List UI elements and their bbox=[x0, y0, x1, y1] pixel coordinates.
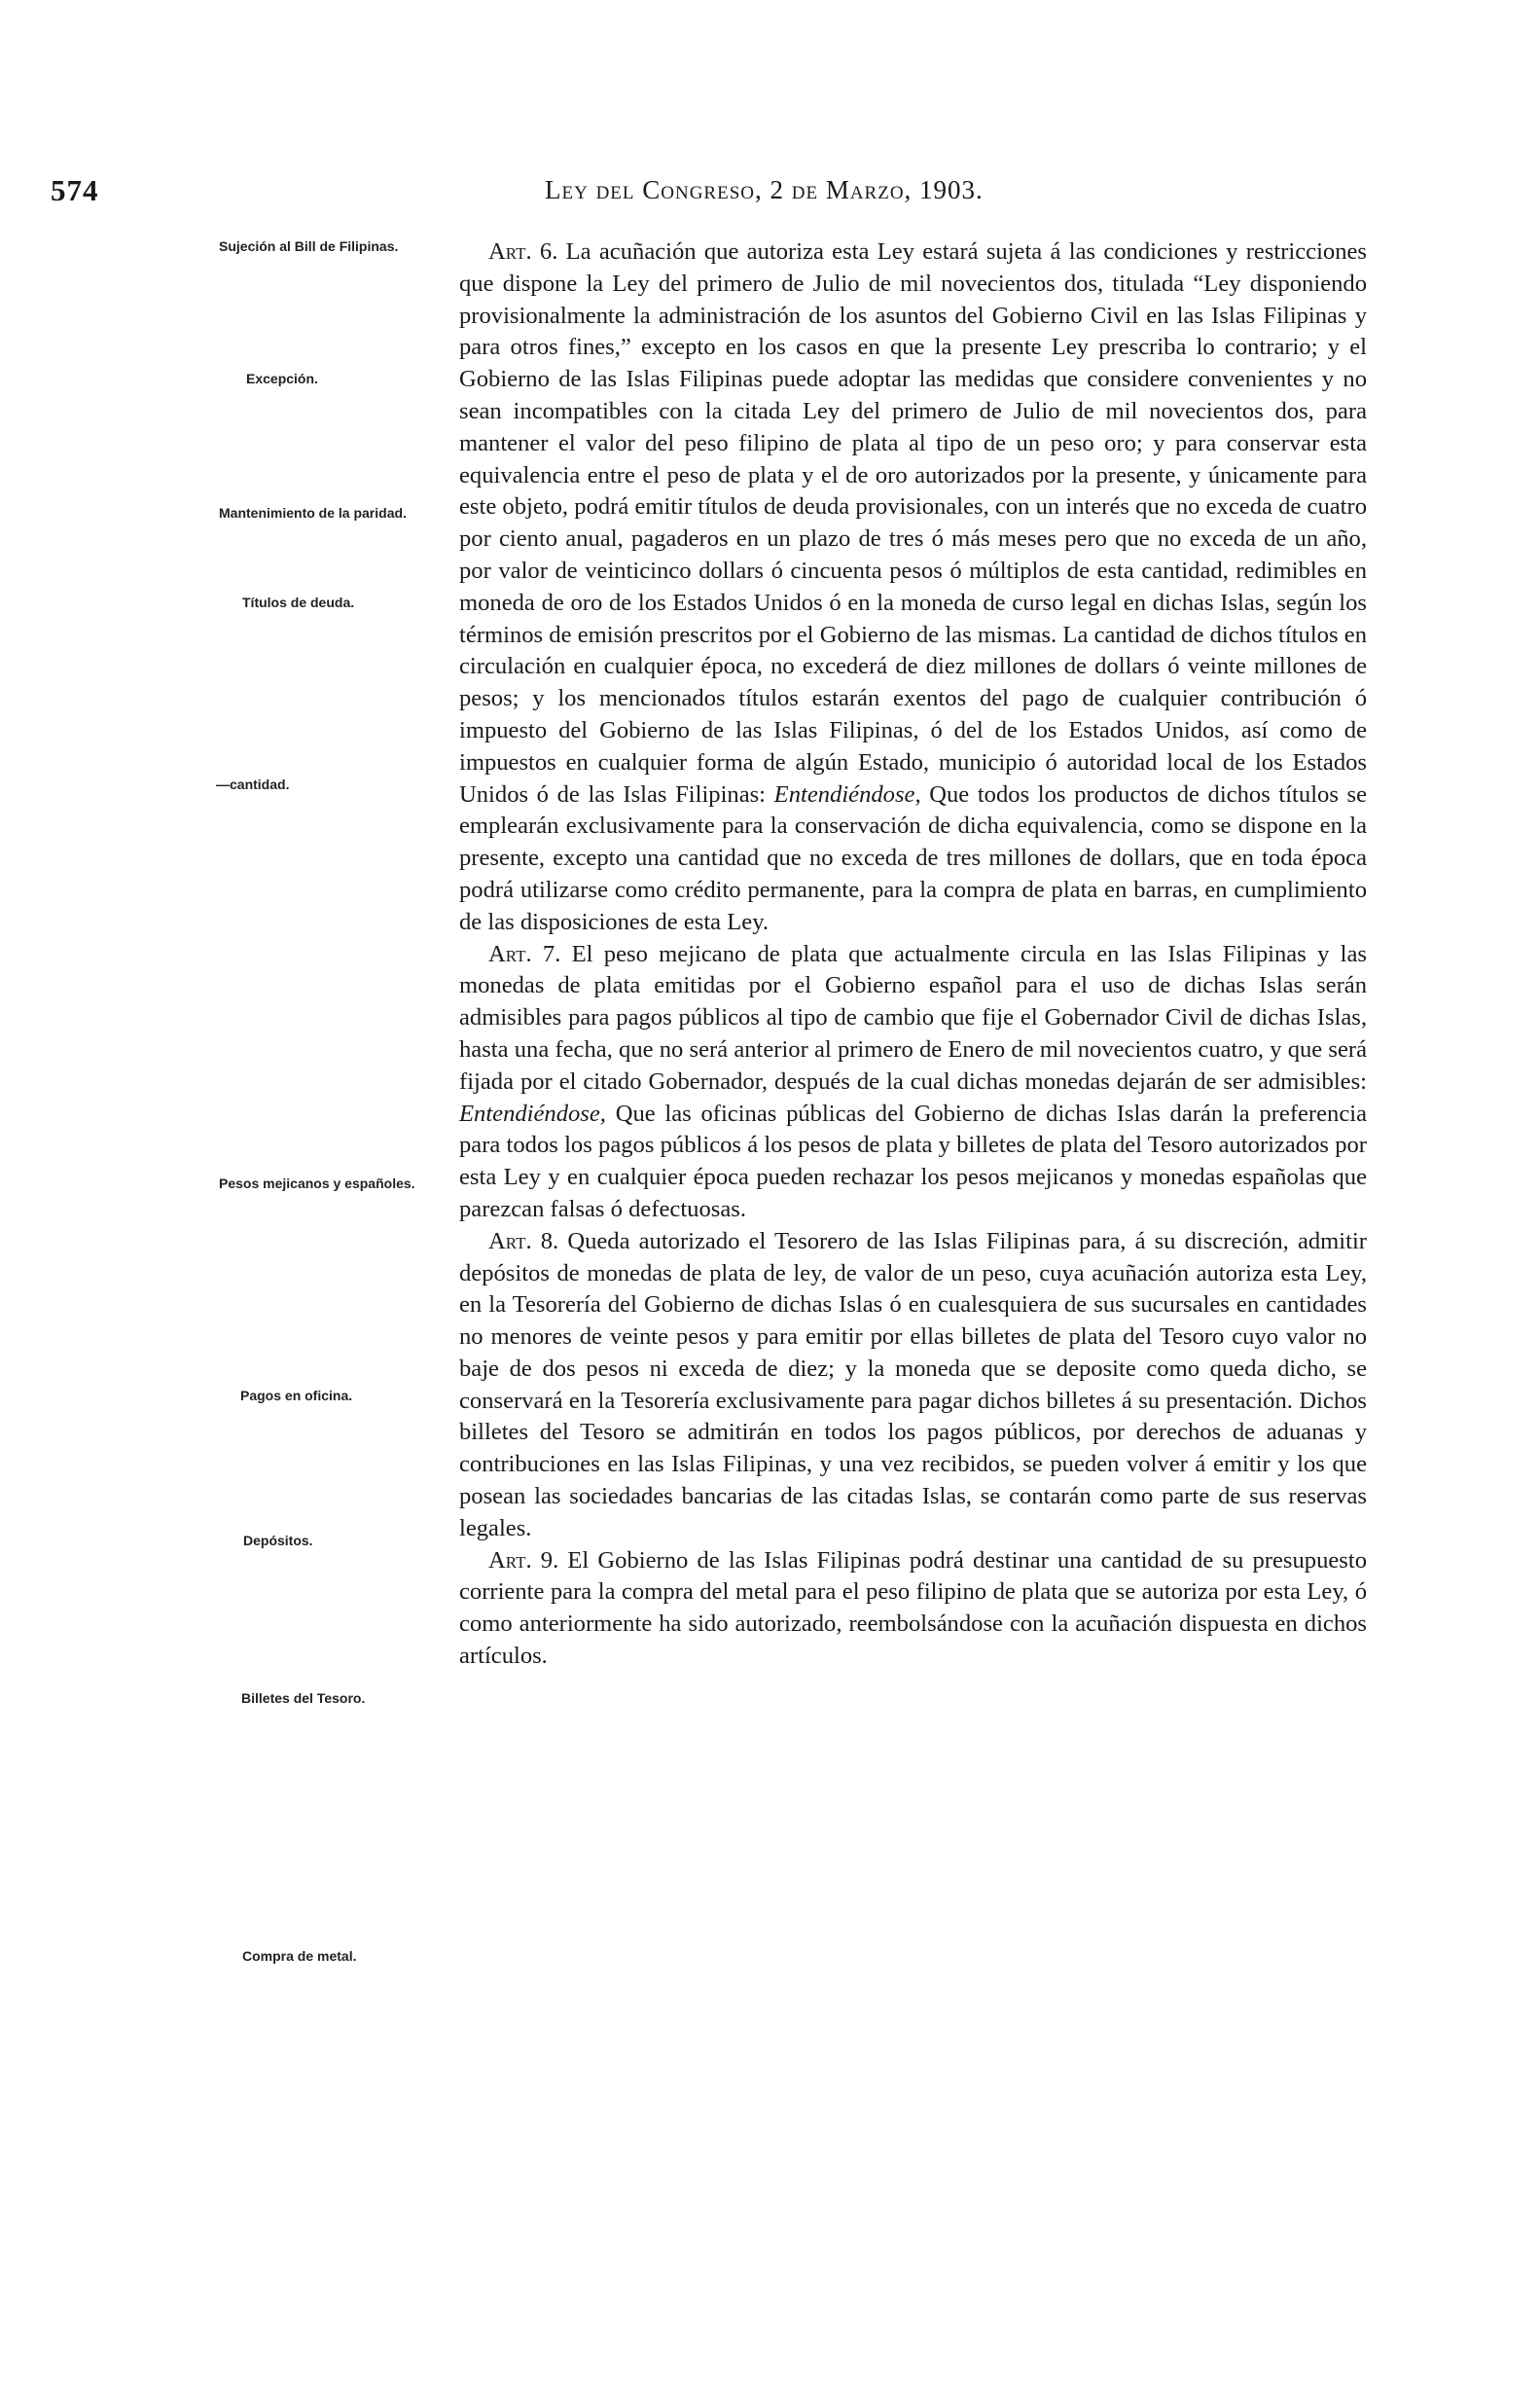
article-8 bbox=[459, 1226, 1367, 1545]
article-8-text: Queda autorizado el Tesorero de las Islas Filipinas para, á su discreción, admitir depósitos de monedas de plata de ley, de valor de un peso, cuya acuñación autoriza esta Ley, en la Tesorería del Gobierno de dichas Islas ó en cualesquiera de sus sucursales en cantidades no menores de veinte pesos y para emitir por ellas billetes de plata del Tesoro cuyo valor no baje de dos pesos ni exceda de diez; y la moneda que se deposite como queda dicho, se conservará en la Tesorería exclusivamente para pagar dichos billetes á su presentación. Dichos billetes del Tesoro se admitirán en todos los pagos públicos, por derechos de aduanas y contribuciones en las Islas Filipinas, y una vez recibidos, se pueden volver á emitir y los que posean las sociedades bancarias de las citadas Islas, se contarán como parte de sus reservas legales. bbox=[459, 1227, 1367, 1541]
side-note-sujecion: Sujeción al Bill de Filipinas. bbox=[219, 238, 399, 254]
article-6-text-b: Que todos los productos de dichos títulos se emplearán exclusivamente para la conservación de dicha equivalencia, como se dispone en la presente, excepto una cantidad que no exceda de tres millones de dollars, que en toda época podrá utilizarse como crédito permanente, para la compra de plata en barras, en cumplimiento de las disposiciones de esta Ley. bbox=[459, 780, 1368, 935]
side-note-cantidad: —cantidad. bbox=[216, 777, 290, 792]
side-note-mantenimiento: Mantenimiento de la paridad. bbox=[219, 505, 407, 521]
side-note-billetes: Billetes del Tesoro. bbox=[241, 1690, 366, 1706]
article-7-text-a: El peso mejicano de plata que actualmente circula en las Islas Filipinas y las monedas de plata emitidas por el Gobierno español para el uso de dichas Islas serán admisibles para pagos públicos al tipo de cambio que fije el Gobernador Civil de dichas Islas, hasta una fecha, que no será anterior al primero de Enero de mil novecientos cuatro, y que será fijada por el citado Gobernador, después de la cual dichas monedas dejarán de ser admisibles: bbox=[459, 940, 1367, 1095]
running-head: Ley del Congreso, 2 de Marzo, 1903. bbox=[545, 175, 984, 204]
side-note-excepcion: Excepción. bbox=[246, 371, 318, 386]
article-6-emphasis: Entendiéndose, bbox=[773, 780, 921, 808]
article-7 bbox=[459, 939, 1367, 1226]
body-text bbox=[459, 236, 1367, 1673]
article-7-label: Art. 7. bbox=[488, 940, 561, 967]
side-note-titulos: Títulos de deuda. bbox=[242, 595, 355, 610]
article-6 bbox=[459, 236, 1367, 939]
article-7-text-b: Que las oficinas públicas del Gobierno de dichas Islas darán la preferencia para todos los pagos públicos á los pesos de plata y billetes de plata del Tesoro autorizados por esta Ley y en cualquier época pueden rechazar los pesos mejicanos y monedas españolas que parezcan falsas ó defectuosas. bbox=[459, 1100, 1367, 1222]
article-6-text-a: La acuñación que autoriza esta Ley estará sujeta á las condiciones y restricciones que dispone la Ley del primero de Julio de mil novecientos dos, titulada “Ley disponiendo provisionalmente la administración de los asuntos del Gobierno Civil en las Islas Filipinas y para otros fines,” excepto en los casos en que la presente Ley prescriba lo contrario; y el Gobierno de las Islas Filipinas puede adoptar las medidas que considere convenientes y no sean incompatibles con la citada Ley del primero de Julio de mil novecientos dos, para mantener el valor del peso filipino de plata al tipo de un peso oro; y para conservar esta equivalencia entre el peso de plata y el de oro autorizados por la presente, y únicamente para este objeto, podrá emitir títulos de deuda provisionales, con un interés que no exceda de cuatro por ciento anual, pagaderos en un plazo de tres ó más meses pero que no exceda de un año, por valor de veinticinco dollars ó cincuenta pesos ó múltiplos de esta cantidad, redimibles en moneda de oro de los Estados Unidos ó en la moneda de curso legal en dichas Islas, según los términos de emisión prescritos por el Gobierno de las mismas. La cantidad de dichos títulos en circulación en cualquier época, no excederá de diez millones de dollars ó veinte millones de pesos; y los mencionados títulos estarán exentos del pago de cualquier contribución ó impuesto del Gobierno de las Islas Filipinas, ó del de los Estados Unidos, así como de impuestos en cualquier forma de algún Estado, municipio ó autoridad local de los Estados Unidos ó de las Islas Filipinas: bbox=[459, 238, 1367, 808]
side-note-pagos: Pagos en oficina. bbox=[240, 1388, 353, 1403]
article-8-label: Art. 8. bbox=[488, 1227, 559, 1254]
article-9-label: Art. 9. bbox=[488, 1546, 559, 1574]
article-6-label: Art. 6. bbox=[488, 238, 558, 265]
side-note-compra: Compra de metal. bbox=[242, 1948, 357, 1964]
side-note-pesos: Pesos mejicanos y españoles. bbox=[219, 1176, 415, 1191]
article-9 bbox=[459, 1545, 1367, 1673]
page-number: 574 bbox=[51, 173, 99, 207]
margin-notes bbox=[0, 0, 457, 2389]
side-note-depositos: Depósitos. bbox=[243, 1533, 313, 1548]
article-9-text: El Gobierno de las Islas Filipinas podrá destinar una cantidad de su presupuesto corriente para la compra del metal para el peso filipino de plata que se autoriza por esta Ley, ó como anteriormente ha sido autorizado, reembolsándose con la acuñación dispuesta en dichos artículos. bbox=[459, 1546, 1367, 1670]
article-7-emphasis: Entendiéndose, bbox=[459, 1100, 606, 1127]
